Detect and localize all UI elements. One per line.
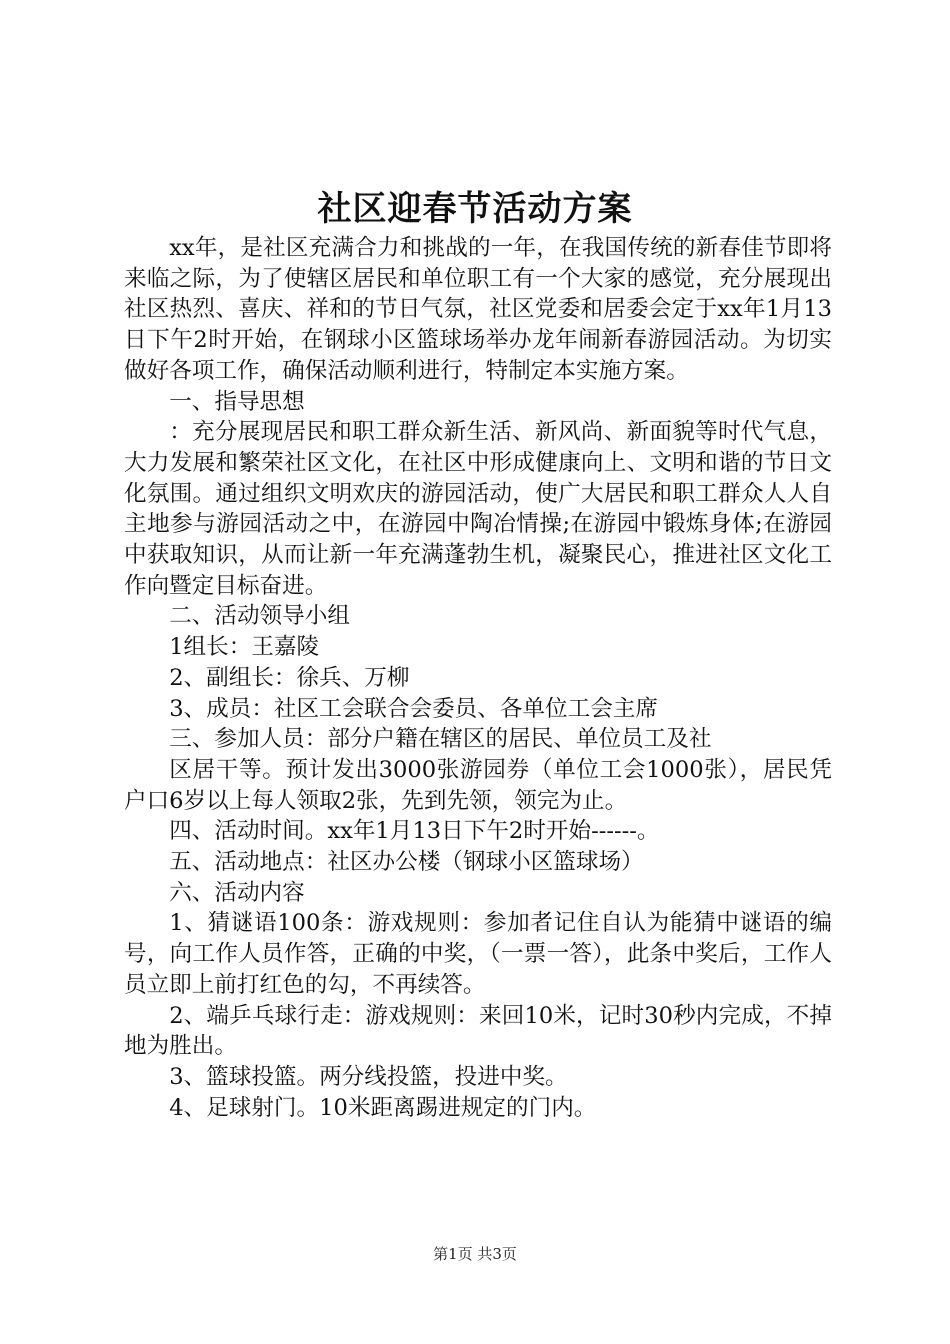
football-line: 4、足球射门。10米距离踢进规定的门内。 (169, 1094, 597, 1121)
participants-line: 三、参加人员：部分户籍在辖区的居民、单位员工及社 (169, 726, 712, 753)
activity-time-line: 四、活动时间。xx年1月13日下午2时开始------。 (169, 818, 660, 845)
section-heading-leadership-group: 二、活动领导小组 (169, 603, 350, 630)
deputy-leader-line: 2、副组长：徐兵、万柳 (169, 664, 410, 691)
members-line: 3、成员：社区工会联合会委员、各单位工会主席 (169, 695, 659, 722)
section-heading-guiding-thought: 一、指导思想 (169, 388, 305, 415)
section-heading-activity-content: 六、活动内容 (169, 879, 305, 906)
riddles-paragraph: 1、猜谜语100条：游戏规则：参加者记住自认为能猜中谜语的编号，向工作人员作答，正确的中奖，（一票一答），此条中奖后，工作人员立即上前打红色的勾，不再续答。 (124, 910, 832, 998)
participants-continuation-paragraph: 区居干等。预计发出3000张游园券（单位工会1000张），居民凭户口6岁以上每人领取2张，先到先领，领完为止。 (124, 756, 832, 814)
document-body (124, 233, 832, 1123)
document-title: 社区迎春节活动方案 (317, 189, 633, 229)
guiding-thought-paragraph: ：充分展现居民和职工群众新生活、新风尚、新面貌等时代气息，大力发展和繁荣社区文化，在社区中形成健康向上、文明和谐的节日文化氛围。通过组织文明欢庆的游园活动，使广大居民和职工群众人人自主地参与游园活动之中，在游园中陶冶情操;在游园中锻炼身体;在游园中获取知识，从而让新一年充满蓬勃生机，凝聚民心，推进社区文化工作向暨定目标奋进。 (124, 419, 832, 599)
ping-pong-paragraph: 2、端乒乓球行走：游戏规则：来回10米，记时30秒内完成，不掉地为胜出。 (124, 1002, 832, 1060)
intro-paragraph: xx年，是社区充满合力和挑战的一年，在我国传统的新春佳节即将来临之际，为了使辖区居民和单位职工有一个大家的感觉，充分展现出社区热烈、喜庆、祥和的节日气氛，社区党委和居委会定于xx年1月13日下午2时开始，在钢球小区篮球场举办龙年闹新春游园活动。为切实做好各项工作，确保活动顺利进行，特制定本实施方案。 (124, 235, 832, 384)
basketball-line: 3、篮球投篮。两分线投篮，投进中奖。 (169, 1063, 568, 1090)
leader-line: 1组长：王嘉陵 (169, 634, 320, 661)
activity-location-line: 五、活动地点：社区办公楼（钢球小区篮球场） (169, 849, 644, 876)
page-footer: 第1页 共3页 (433, 1245, 517, 1263)
